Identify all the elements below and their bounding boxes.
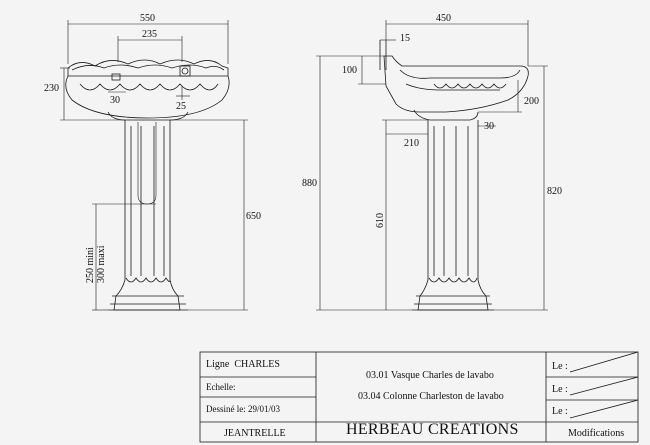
- dim-front-trap-max: 300 maxi: [96, 245, 107, 283]
- modifications-label: Modifications: [568, 428, 625, 439]
- dim-side-column-height: 610: [375, 213, 386, 228]
- dim-side-total-height: 880: [302, 178, 317, 189]
- dim-side-front-height: 200: [524, 96, 539, 107]
- le-field-2: Le :: [552, 384, 568, 395]
- dim-side-depth: 450: [436, 13, 451, 24]
- product-line-1: 03.01 Vasque Charles de lavabo: [366, 370, 494, 381]
- dessine-label: Dessiné le:: [206, 404, 246, 414]
- dim-side-back-lip: 15: [400, 33, 410, 44]
- dim-front-trap-min: 250 mini: [85, 247, 96, 283]
- le-field-3: Le :: [552, 406, 568, 417]
- ligne-value: CHARLES: [234, 359, 280, 370]
- company-name: HERBEAU CREATIONS: [346, 421, 519, 438]
- dim-front-overall-width: 550: [140, 13, 155, 24]
- author-name: JEANTRELLE: [224, 428, 286, 439]
- dim-front-overflow: 30: [110, 95, 120, 106]
- dim-front-column-height: 650: [246, 211, 261, 222]
- product-line-2: 03.04 Colonne Charleston de lavabo: [358, 391, 504, 402]
- ligne-label: Ligne: [206, 359, 230, 370]
- dim-front-rim: 25: [176, 101, 186, 112]
- side-view-washbasin: [380, 40, 528, 310]
- dim-front-inner-width: 235: [142, 29, 157, 40]
- title-block-date: [206, 404, 280, 414]
- dessine-value: 29/01/03: [248, 404, 281, 414]
- echelle-label: Echelle:: [206, 382, 236, 392]
- dim-side-top-height: 100: [342, 65, 357, 76]
- dim-front-basin-height: 230: [44, 83, 59, 94]
- le-field-1: Le :: [552, 361, 568, 372]
- title-block-ligne: [206, 359, 280, 370]
- dim-side-column-offset: 210: [404, 138, 419, 149]
- dim-side-column-gap: 30: [484, 121, 494, 132]
- dim-side-rim-height: 820: [547, 186, 562, 197]
